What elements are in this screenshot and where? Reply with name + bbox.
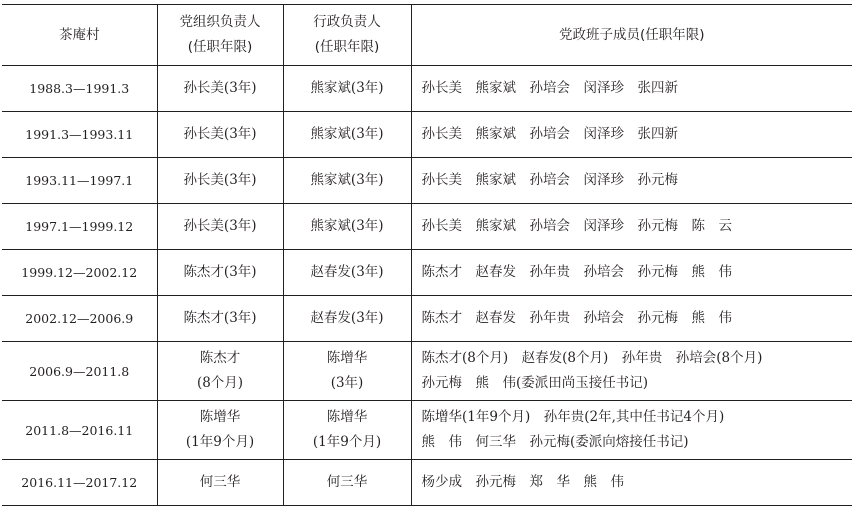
header-members: [411, 5, 852, 66]
cell-line: 陈增华: [199, 409, 241, 425]
cell-line: 陈增华(1年9个月) 孙年贵(2年,其中任书记4个月): [421, 409, 725, 425]
cell-line: (3年): [330, 375, 364, 391]
table-row: [2, 460, 852, 506]
header-line: (任职年限): [314, 39, 380, 55]
cell-line: 孙元梅 熊 伟(委派田尚玉接任书记): [421, 375, 649, 391]
cell-line: 陈杰才: [199, 350, 241, 366]
header-admin-leader: [283, 5, 411, 66]
period-cell: 1993.11—1997.1: [2, 158, 157, 204]
period-cell: 1991.3—1993.11: [2, 112, 157, 158]
header-line: 行政负责人: [313, 14, 381, 30]
members-cell: [411, 112, 852, 158]
cell-line: 熊家斌(3年): [310, 80, 384, 96]
cell-line: (1年9个月): [312, 434, 382, 450]
cell-line: 孙长美 熊家斌 孙培会 闵泽珍 张四新: [421, 80, 678, 96]
cell-line: 陈杰才(8个月) 赵春发(8个月) 孙年贵 孙培会(8个月): [421, 350, 763, 366]
admin-leader-cell: [283, 460, 411, 506]
admin-leader-cell: [283, 66, 411, 112]
party-leader-cell: [157, 112, 283, 158]
cell-line: 杨少成 孙元梅 郑 华 熊 伟: [421, 474, 624, 490]
period-cell: 1999.12—2002.12: [2, 250, 157, 296]
header-row: [2, 5, 852, 66]
cell-line: 何三华: [199, 474, 241, 490]
cell-line: 熊 伟 何三华 孙元梅(委派向熔接任书记): [421, 434, 689, 450]
admin-leader-cell: [283, 401, 411, 460]
header-village: [2, 5, 157, 66]
cell-line: 陈增华: [326, 350, 368, 366]
cell-line: 陈杰才 赵春发 孙年贵 孙培会 孙元梅 熊 伟: [421, 310, 732, 326]
members-cell: [411, 158, 852, 204]
admin-leader-cell: [283, 204, 411, 250]
members-cell: [411, 66, 852, 112]
table-row: [2, 250, 852, 296]
cell-line: 何三华: [326, 474, 368, 490]
period-cell: 1997.1—1999.12: [2, 204, 157, 250]
table-row: [2, 296, 852, 342]
cell-line: 熊家斌(3年): [310, 126, 384, 142]
table-row: [2, 342, 852, 401]
members-cell: [411, 296, 852, 342]
period-cell: 2011.8—2016.11: [2, 401, 157, 460]
members-cell: [411, 460, 852, 506]
period-cell: 2016.11—2017.12: [2, 460, 157, 506]
party-leader-cell: [157, 460, 283, 506]
leadership-table: [2, 4, 852, 506]
party-leader-cell: [157, 250, 283, 296]
header-party-leader: [157, 5, 283, 66]
cell-line: 孙长美 熊家斌 孙培会 闵泽珍 张四新: [421, 126, 678, 142]
party-leader-cell: [157, 296, 283, 342]
cell-line: 陈增华: [326, 409, 368, 425]
table-row: [2, 112, 852, 158]
cell-line: 赵春发(3年): [310, 264, 384, 280]
members-cell: [411, 204, 852, 250]
cell-line: (1年9个月): [185, 434, 255, 450]
members-cell: [411, 401, 852, 460]
cell-line: (8个月): [196, 375, 244, 391]
members-cell: [411, 250, 852, 296]
cell-line: 赵春发(3年): [310, 310, 384, 326]
period-cell: 1988.3—1991.3: [2, 66, 157, 112]
period-cell: 2002.12—2006.9: [2, 296, 157, 342]
cell-line: 熊家斌(3年): [310, 218, 384, 234]
cell-line: 孙长美 熊家斌 孙培会 闵泽珍 孙元梅: [421, 172, 678, 188]
members-cell: [411, 342, 852, 401]
table-row: [2, 66, 852, 112]
cell-line: 孙长美 熊家斌 孙培会 闵泽珍 孙元梅 陈 云: [421, 218, 732, 234]
party-leader-cell: [157, 66, 283, 112]
cell-line: 孙长美(3年): [183, 80, 257, 96]
header-line: 党组织负责人: [179, 14, 261, 30]
cell-line: 孙长美(3年): [183, 126, 257, 142]
party-leader-cell: [157, 342, 283, 401]
party-leader-cell: [157, 158, 283, 204]
admin-leader-cell: [283, 158, 411, 204]
party-leader-cell: [157, 204, 283, 250]
cell-line: 陈杰才(3年): [183, 310, 257, 326]
admin-leader-cell: [283, 250, 411, 296]
table-row: [2, 158, 852, 204]
admin-leader-cell: [283, 296, 411, 342]
period-cell: 2006.9—2011.8: [2, 342, 157, 401]
party-leader-cell: [157, 401, 283, 460]
header-line: (任职年限): [187, 39, 253, 55]
admin-leader-cell: [283, 342, 411, 401]
table-row: [2, 204, 852, 250]
table-row: [2, 401, 852, 460]
cell-line: 孙长美(3年): [183, 218, 257, 234]
cell-line: 熊家斌(3年): [310, 172, 384, 188]
cell-line: 陈杰才(3年): [183, 264, 257, 280]
cell-line: 陈杰才 赵春发 孙年贵 孙培会 孙元梅 熊 伟: [421, 264, 732, 280]
header-line: 党政班子成员(任职年限): [558, 26, 705, 43]
admin-leader-cell: [283, 112, 411, 158]
header-line: 茶庵村: [59, 26, 100, 43]
cell-line: 孙长美(3年): [183, 172, 257, 188]
